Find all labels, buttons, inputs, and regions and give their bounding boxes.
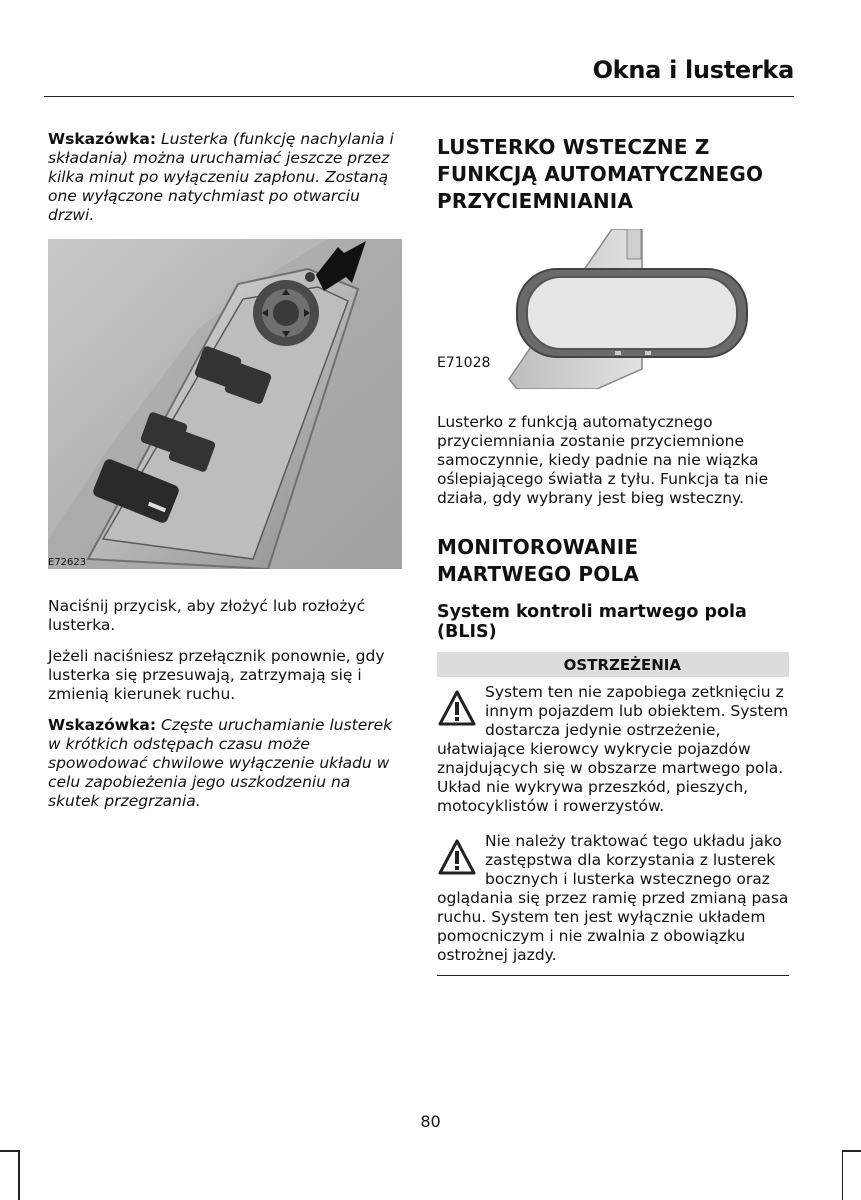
warning-text: Nie należy traktować tego układu jako zastępstwa dla korzystania z lusterek bocznych i lusterka wstecznego oraz oglądania się przez ramię przed zmianą pasa ruchu. System ten jest wyłącznie układem pomocniczym i nie zwalnia z obowiązku ostrożnej jazdy. bbox=[437, 832, 789, 964]
paragraph: Naciśnij przycisk, aby złożyć lub rozłożyć lusterka. bbox=[48, 597, 366, 634]
page-title: Okna i lusterka bbox=[592, 56, 794, 84]
right-column bbox=[437, 130, 789, 976]
section-heading: LUSTERKO WSTECZNE Z FUNKCJĄ AUTOMATYCZNEGO PRZYCIEMNIANIA bbox=[437, 135, 764, 213]
note-2 bbox=[48, 716, 402, 811]
left-column bbox=[48, 130, 402, 823]
warnings-bar: OSTRZEŻENIA bbox=[437, 652, 789, 677]
warning-text: System ten nie zapobiega zetknięciu z innym pojazdem lub obiektem. System dostarcza jedynie ostrzeżenie, ułatwiające kierowcy wykrycie pojazdów znajdujących się w obszarze martwego pola. Układ nie wykrywa przeszkód, pieszych, motocyklistów i rowerzystów. bbox=[437, 683, 789, 815]
figure-code: E71028 bbox=[437, 355, 491, 371]
mirror-switch-figure bbox=[48, 239, 402, 587]
note-2-label: Wskazówka: bbox=[48, 716, 157, 734]
page-number: 80 bbox=[420, 1112, 441, 1131]
warning-triangle-icon bbox=[437, 838, 477, 878]
note-1-label: Wskazówka: bbox=[48, 130, 157, 148]
section-heading: MONITOROWANIE MARTWEGO POLA bbox=[437, 535, 640, 586]
title-divider bbox=[44, 96, 794, 97]
warning-1 bbox=[437, 683, 789, 816]
note-1 bbox=[48, 130, 402, 225]
paragraph: Lusterko z funkcją automatycznego przyciemniania zostanie przyciemnione samoczynnie, kiedy padnie na nie wiązka oślepiającego światła z tyłu. Funkcja ta nie działa, gdy wybrany jest bieg wsteczny. bbox=[437, 413, 769, 507]
note-1-text: Lusterka (funkcję nachylania i składania) można uruchamiać jeszcze przez kilka minut po wyłączeniu zapłonu. Zostaną one wyłączone natychmiast po otwarciu drzwi. bbox=[48, 130, 394, 224]
rearview-mirror-figure bbox=[437, 229, 789, 407]
crop-mark bbox=[18, 1150, 20, 1200]
warning-triangle-icon bbox=[437, 689, 477, 729]
crop-mark bbox=[0, 1150, 18, 1152]
section-divider bbox=[437, 975, 789, 976]
paragraph: Jeżeli naciśniesz przełącznik ponownie, gdy lusterka się przesuwają, zatrzymają się i zmienią kierunek ruchu. bbox=[48, 647, 385, 703]
crop-mark bbox=[843, 1150, 861, 1152]
figure-code: E72623 bbox=[48, 557, 87, 568]
door-switch-panel-illustration bbox=[48, 239, 402, 569]
crop-mark bbox=[842, 1150, 844, 1200]
warning-2 bbox=[437, 832, 789, 965]
note-2-text: Częste uruchamianie lusterek w krótkich odstępach czasu może spowodować chwilowe wyłączenie układu w celu zapobieżenia jego uszkodzeniu na skutek przegrzania. bbox=[48, 716, 393, 810]
subheading: System kontroli martwego pola (BLIS) bbox=[437, 602, 747, 642]
